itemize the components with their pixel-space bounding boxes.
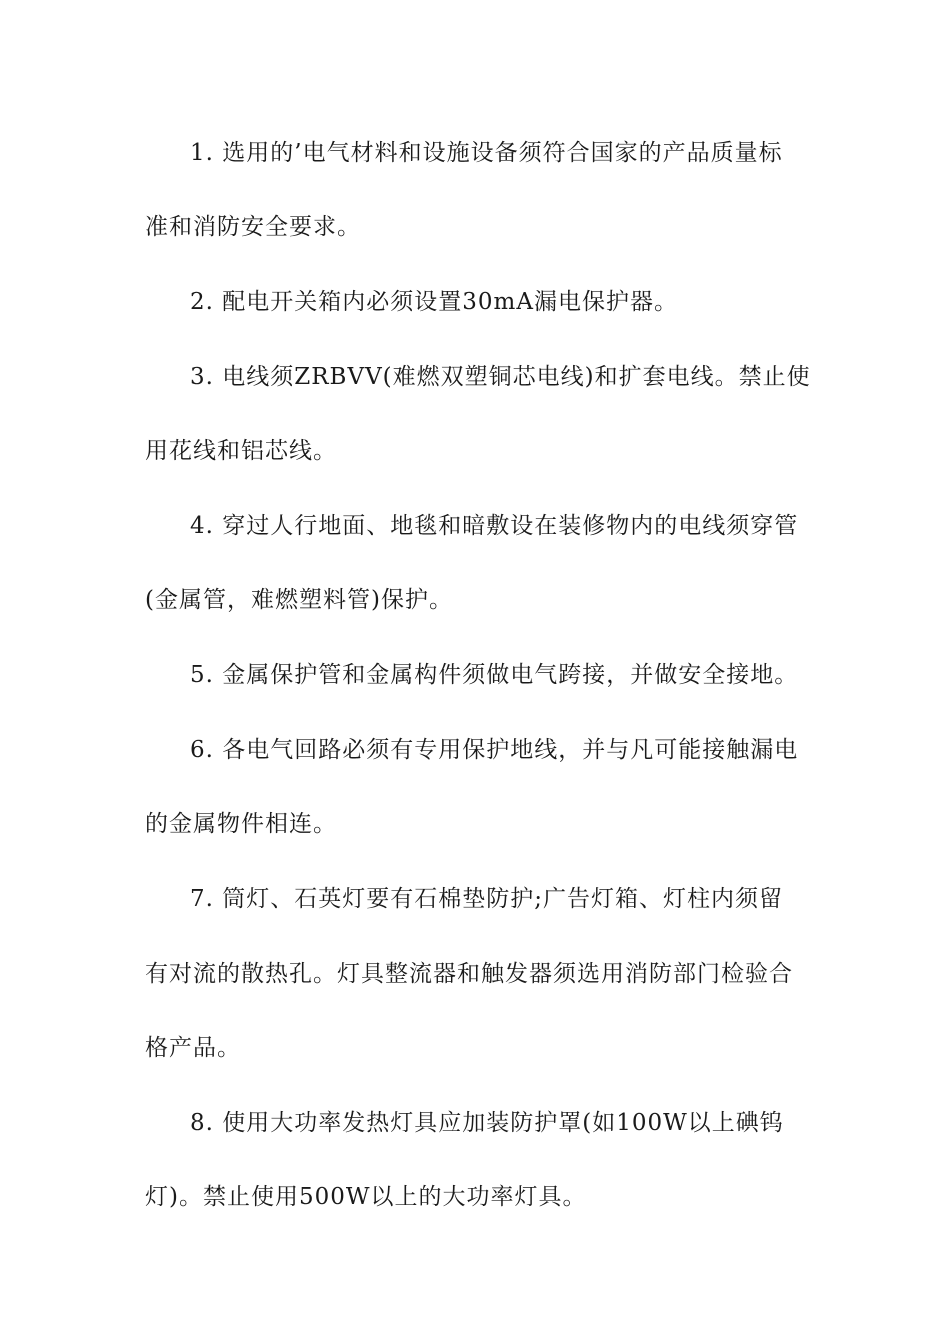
paragraph-1-line-1: 1. 选用的’电气材料和设施设备须符合国家的产品质量标 <box>190 140 783 166</box>
paragraph-7-line-1: 7. 筒灯、石英灯要有石棉垫防护;广告灯箱、灯柱内须留 <box>190 886 784 912</box>
paragraph-8-line-2: 灯)。禁止使用500W以上的大功率灯具。 <box>145 1184 587 1210</box>
paragraph-3-line-1: 3. 电线须ZRBVV(难燃双塑铜芯电线)和扩套电线。禁止使 <box>190 364 811 390</box>
paragraph-5-line-1: 5. 金属保护管和金属构件须做电气跨接，并做安全接地。 <box>190 662 799 688</box>
paragraph-8-line-1: 8. 使用大功率发热灯具应加装防护罩(如100W以上碘钨 <box>190 1110 784 1136</box>
paragraph-2-line-1: 2. 配电开关箱内必须设置30mA漏电保护器。 <box>190 289 678 315</box>
paragraph-6-line-2: 的金属物件相连。 <box>145 811 337 837</box>
paragraph-1-line-2: 准和消防安全要求。 <box>145 214 361 240</box>
paragraph-4-line-2: (金属管，难燃塑料管)保护。 <box>145 587 453 613</box>
paragraph-7-line-3: 格产品。 <box>145 1035 241 1061</box>
paragraph-3-line-2: 用花线和铝芯线。 <box>145 438 337 464</box>
paragraph-7-line-2: 有对流的散热孔。灯具整流器和触发器须选用消防部门检验合 <box>145 961 793 987</box>
paragraph-4-line-1: 4. 穿过人行地面、地毯和暗敷设在装修物内的电线须穿管 <box>190 513 799 539</box>
paragraph-6-line-1: 6. 各电气回路必须有专用保护地线，并与凡可能接触漏电 <box>190 737 799 763</box>
